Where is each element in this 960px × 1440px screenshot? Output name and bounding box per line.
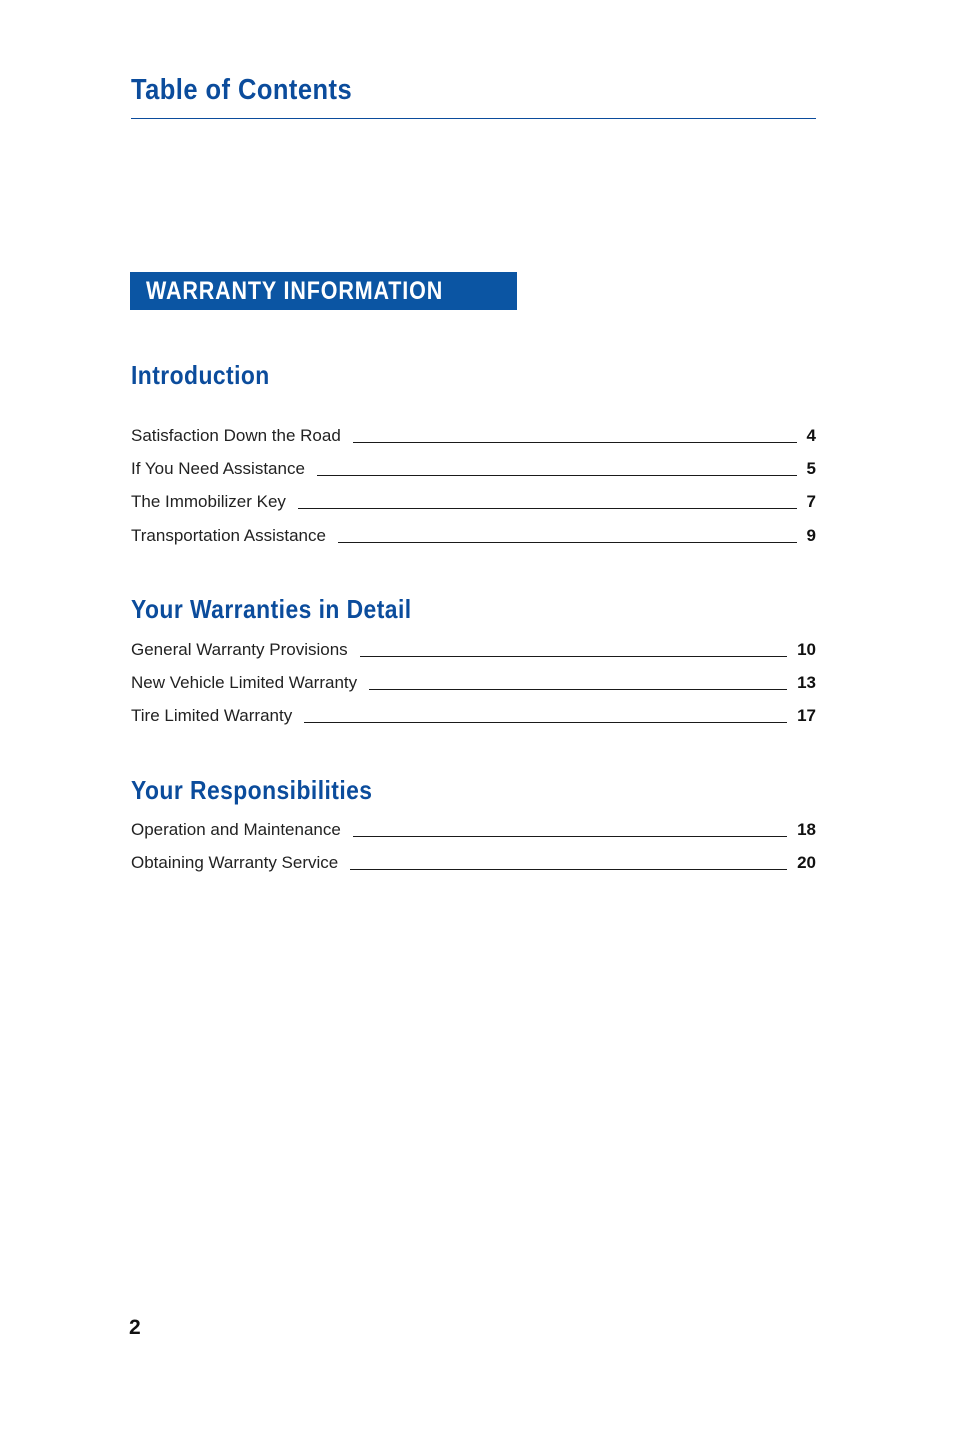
- page-number: 2: [129, 1316, 141, 1339]
- toc-entry-label: General Warranty Provisions: [131, 640, 348, 659]
- toc-entry-label: Operation and Maintenance: [131, 820, 341, 839]
- toc-entry[interactable]: [131, 457, 816, 479]
- toc-entry-page: 4: [806, 426, 816, 445]
- toc-entry-label: If You Need Assistance: [131, 459, 305, 478]
- toc-entry-label: Tire Limited Warranty: [131, 706, 293, 725]
- warranty-banner-label: WARRANTY INFORMATION: [146, 277, 444, 305]
- toc-entry-label: Obtaining Warranty Service: [131, 853, 339, 872]
- toc-leader-line: [350, 869, 787, 870]
- toc-entry-page: 13: [797, 673, 816, 692]
- toc-leader-line: [353, 442, 797, 443]
- section-heading-introduction: Introduction: [131, 360, 270, 390]
- toc-leader-line: [360, 656, 787, 657]
- warranty-banner: [130, 272, 517, 310]
- title-rule: [131, 118, 816, 119]
- section-heading-responsibilities: Your Responsibilities: [131, 775, 373, 805]
- toc-entry[interactable]: [131, 704, 816, 726]
- toc-leader-line: [304, 722, 787, 723]
- toc-entry-label: Transportation Assistance: [131, 526, 326, 545]
- toc-entry-label: New Vehicle Limited Warranty: [131, 673, 358, 692]
- toc-entry[interactable]: [131, 524, 816, 546]
- toc-entry-page: 10: [797, 640, 816, 659]
- toc-leader-line: [317, 475, 797, 476]
- toc-entry-page: 20: [797, 853, 816, 872]
- toc-entry[interactable]: [131, 424, 816, 446]
- toc-entry-page: 18: [797, 820, 816, 839]
- section-heading-warranties: Your Warranties in Detail: [131, 594, 412, 624]
- toc-entry-label: Satisfaction Down the Road: [131, 426, 341, 445]
- toc-leader-line: [298, 508, 797, 509]
- toc-entry-label: The Immobilizer Key: [131, 492, 286, 511]
- toc-leader-line: [338, 542, 797, 543]
- toc-leader-line: [353, 836, 787, 837]
- toc-entry-page: 5: [806, 459, 816, 478]
- toc-entry[interactable]: [131, 818, 816, 840]
- page-title: Table of Contents: [131, 74, 353, 106]
- toc-entry[interactable]: [131, 490, 816, 512]
- toc-leader-line: [369, 689, 787, 690]
- toc-entry-page: 7: [806, 492, 816, 511]
- toc-entry[interactable]: [131, 851, 816, 873]
- toc-entry[interactable]: [131, 638, 816, 660]
- toc-entry-page: 9: [806, 526, 816, 545]
- toc-entry[interactable]: [131, 671, 816, 693]
- toc-entry-page: 17: [797, 706, 816, 725]
